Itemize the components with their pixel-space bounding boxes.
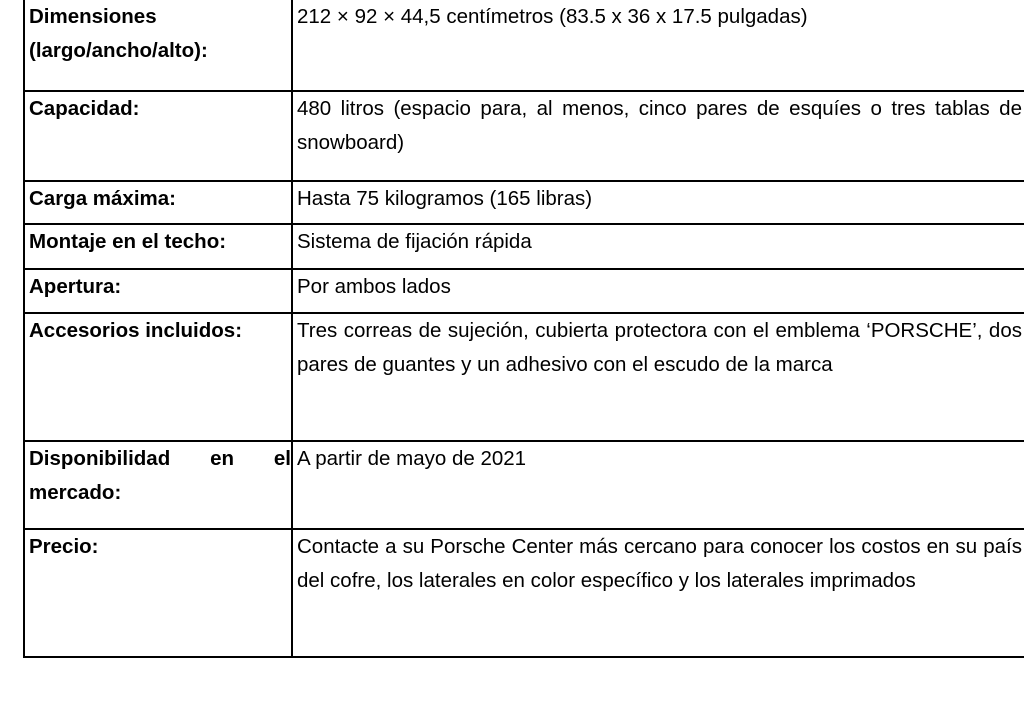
accessories-label: Accesorios incluidos: [24, 313, 292, 441]
availability-value: A partir de mayo de 2021 [292, 441, 1024, 529]
opening-label: Apertura: [24, 269, 292, 313]
table-row [24, 181, 1024, 224]
spec-table [23, 0, 1024, 658]
table-row [24, 529, 1024, 657]
accessories-value: Tres correas de sujeción, cubierta protectora con el emblema ‘PORSCHE’, dos pares de guantes y un adhesivo con el escudo de la marca [292, 313, 1024, 441]
max-load-label: Carga máxima: [24, 181, 292, 224]
dimensions-value: 212 × 92 × 44,5 centímetros (83.5 x 36 x 17.5 pulgadas) [292, 0, 1024, 91]
availability-label: Disponibilidad en el mercado: [24, 441, 292, 529]
price-value: Contacte a su Porsche Center más cercano para conocer los costos en su país del cofre, los laterales en color específico y los laterales imprimados [292, 529, 1024, 657]
table-row [24, 91, 1024, 181]
table-row [24, 224, 1024, 269]
roof-mount-value: Sistema de fijación rápida [292, 224, 1024, 269]
roof-mount-label: Montaje en el techo: [24, 224, 292, 269]
dimensions-label: Dimensiones (largo/ancho/alto): [24, 0, 292, 91]
price-label: Precio: [24, 529, 292, 657]
table-row [24, 441, 1024, 529]
capacity-label: Capacidad: [24, 91, 292, 181]
table-row [24, 269, 1024, 313]
capacity-value: 480 litros (espacio para, al menos, cinco pares de esquíes o tres tablas de snowboard) [292, 91, 1024, 181]
max-load-value: Hasta 75 kilogramos (165 libras) [292, 181, 1024, 224]
table-row [24, 0, 1024, 91]
opening-value: Por ambos lados [292, 269, 1024, 313]
table-row [24, 313, 1024, 441]
